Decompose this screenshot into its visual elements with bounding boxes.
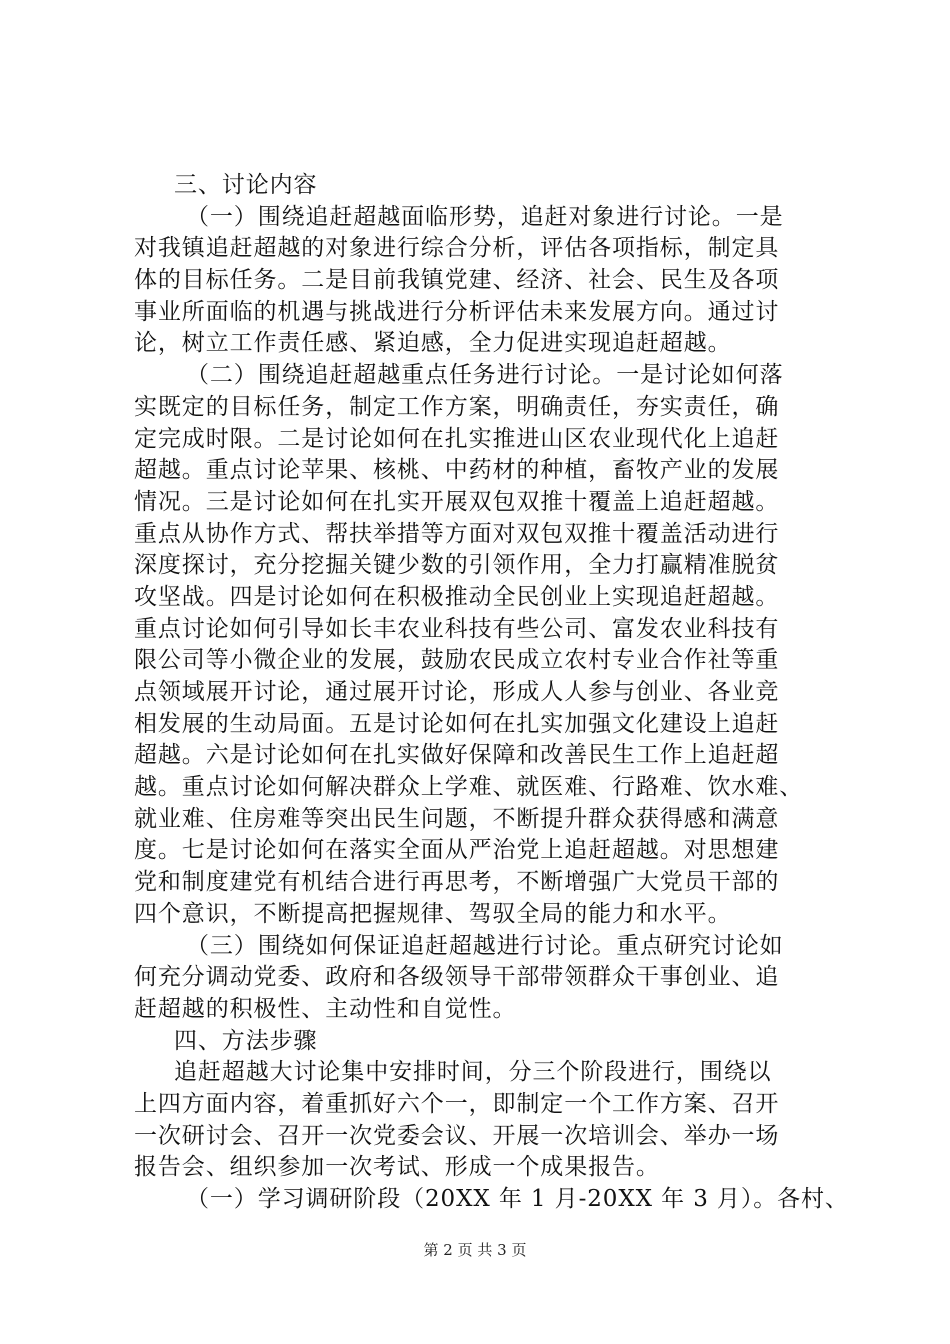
- document-body: [134, 170, 849, 1216]
- paragraph-line: 体的目标任务。二是目前我镇党建、经济、社会、民生及各项: [134, 267, 780, 294]
- paragraph-line: 超越。重点讨论苹果、核桃、中药材的种植，畜牧产业的发展: [134, 457, 780, 484]
- paragraph-line: 点领域展开讨论，通过展开讨论，形成人人参与创业、各业竞: [134, 679, 780, 705]
- paragraph-line: 重点讨论如何引导如长丰农业科技有些公司、富发农业科技有: [134, 615, 780, 642]
- paragraph-line: （三）围绕如何保证追赶超越进行讨论。重点研究讨论如: [186, 932, 784, 959]
- paragraph-line: 上四方面内容，着重抓好六个一，即制定一个工作方案、召开: [134, 1090, 780, 1117]
- paragraph-line: 超越。六是讨论如何在扎实做好保障和改善民生工作上追赶超: [134, 742, 780, 769]
- paragraph-line: 党和制度建党有机结合进行再思考，不断增强广大党员干部的: [134, 869, 780, 896]
- paragraph-line: 四个意识，不断提高把握规律、驾驭全局的能力和水平。: [134, 900, 732, 927]
- paragraph-line: 就业难、住房难等突出民生问题，不断提升群众获得感和满意: [134, 805, 780, 832]
- paragraph-line: 赶超越的积极性、主动性和自觉性。: [134, 995, 517, 1022]
- paragraph-line: 限公司等小微企业的发展，鼓励农民成立农村专业合作社等重: [134, 647, 780, 674]
- paragraph-line: 重点从协作方式、帮扶举措等方面对双包双推十覆盖活动进行: [134, 520, 780, 547]
- paragraph-line: 攻坚战。四是讨论如何在积极推动全民创业上实现追赶超越。: [134, 583, 780, 610]
- paragraph-line: 事业所面临的机遇与挑战进行分析评估未来发展方向。通过讨: [134, 298, 780, 325]
- paragraph-line: 深度探讨，充分挖掘关键少数的引领作用，全力打赢精准脱贫: [134, 552, 780, 579]
- section-heading: 三、讨论内容: [174, 172, 318, 198]
- paragraph-line: 对我镇追赶超越的对象进行综合分析，评估各项指标，制定具: [134, 235, 780, 262]
- paragraph-line: （二）围绕追赶超越重点任务进行讨论。一是讨论如何落: [186, 362, 784, 389]
- paragraph-line: 实既定的目标任务，制定工作方案，明确责任，夯实责任，确: [134, 393, 780, 420]
- paragraph-line: 情况。三是讨论如何在扎实开展双包双推十覆盖上追赶超越。: [134, 488, 780, 515]
- paragraph-line: （一）学习调研阶段（20XX 年 1 月-20XX 年 3 月）。各村、: [186, 1186, 849, 1212]
- paragraph-line: （一）围绕追赶超越面临形势，追赶对象进行讨论。一是: [186, 203, 784, 230]
- paragraph-line: 一次研讨会、召开一次党委会议、开展一次培训会、举办一场: [134, 1122, 780, 1149]
- paragraph-line: 论，树立工作责任感、紧迫感，全力促进实现追赶超越。: [134, 330, 732, 357]
- paragraph-line: 追赶超越大讨论集中安排时间，分三个阶段进行，围绕以: [174, 1059, 772, 1086]
- paragraph-line: 何充分调动党委、政府和各级领导干部带领群众干事创业、追: [134, 964, 780, 991]
- page-number-footer: 第 2 页 共 3 页: [423, 1241, 527, 1259]
- paragraph-line: 度。七是讨论如何在落实全面从严治党上追赶超越。对思想建: [134, 837, 780, 864]
- paragraph-line: 定完成时限。二是讨论如何在扎实推进山区农业现代化上追赶: [134, 425, 780, 452]
- paragraph-line: 报告会、组织参加一次考试、形成一个成果报告。: [134, 1154, 660, 1181]
- section-heading: 四、方法步骤: [174, 1027, 318, 1054]
- paragraph-line: 相发展的生动局面。五是讨论如何在扎实加强文化建设上追赶: [134, 710, 780, 737]
- paragraph-line: 越。重点讨论如何解决群众上学难、就医难、行路难、饮水难、: [134, 774, 804, 801]
